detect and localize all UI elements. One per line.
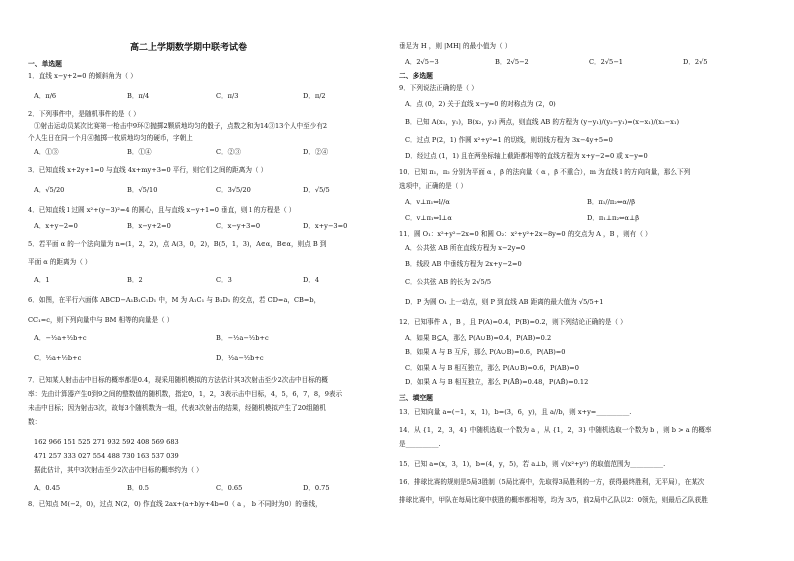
question-9: 9．下列说法正确的是（ ）: [399, 84, 478, 92]
page-title: 高二上学期数学期中联考试卷: [130, 43, 248, 53]
question-6: 6．如图，在平行六面体 ABCD−A₁B₁C₁D₁ 中，M 为 A₁C₁ 与 B₁D₁ 的交点，若 CD=a，CB=b，: [28, 296, 321, 304]
q12-option-b: B．如果 A 与 B 互斥，那么 P(A∪B)=0.6，P(AB)=0: [405, 348, 566, 356]
question-14-cont: 是__________.: [399, 440, 441, 448]
q5-option-d: D．4: [303, 276, 320, 284]
q8-option-c: C．2√5−1: [589, 58, 623, 66]
q10-option-d: D．π₁⊥π₂⇔α⊥β: [587, 214, 640, 222]
question-2: 2．下列事件中，是随机事件的是（ ）: [28, 110, 140, 118]
q4-option-a: A．x+y−2=0: [34, 222, 78, 230]
question-1: 1．直线 x−y+2=0 的倾斜角为（ ）: [28, 72, 137, 80]
q7-option-a: A．0.45: [34, 484, 61, 492]
question-4: 4．已知直线 l 过圆 x²+(y−3)²=4 的圆心，且与直线 x−y+1=0 垂直，则 l 的方程是（ ）: [28, 206, 296, 214]
question-7-line-d: 数：: [28, 418, 42, 426]
question-6-cont: CC₁=c，则下列向量中与 BM 相等的向量是（ ）: [28, 316, 174, 324]
question-8-cont: 垂足为 H ，则 |MH| 的最小值为（ ）: [399, 42, 512, 50]
q10-option-c: C．v⊥π₁⇔l⊥α: [405, 214, 452, 222]
question-2-line-a: ①射击运动员某次比赛第一枪击中9环②抛掷2颗质地均匀的骰子，点数之和为14③13个人中至少有2: [34, 122, 328, 130]
question-16-cont: 排球比赛中，甲队在每局比赛中获胜的概率都相等，均为 3/5，前2局中乙队以2：0领先，则最后乙队获胜: [399, 496, 708, 504]
q1-option-b: B．π/4: [127, 92, 150, 100]
question-5: 5．若平面 α 的一个法向量为 n=(1，2，2)，点 A(3，0，2)，B(5，1，3)，A∈α，B∈α，则点 B 到: [28, 240, 327, 248]
question-5-cont: 平面 α 的距离为（ ）: [28, 258, 92, 266]
q4-option-d: D．x+y−3=0: [303, 222, 348, 230]
q11-option-c: C．公共弦 AB 的长为 2√5/5: [405, 278, 492, 286]
random-numbers-row-2: 471 257 333 027 554 488 730 163 537 039: [34, 452, 179, 460]
random-numbers-row-1: 162 966 151 525 271 932 592 408 569 683: [34, 438, 179, 446]
q8-option-a: A．2√5−3: [405, 58, 439, 66]
q12-option-a: A．如果 B⊆A，那么 P(A∪B)=0.4，P(AB)=0.2: [405, 334, 552, 342]
q7-option-d: D．0.75: [303, 484, 330, 492]
question-14: 14．从 {1，2，3，4} 中随机选取一个数为 a ，从 {1，2，3} 中随机选取一个数为 b ，则 b > a 的概率: [399, 426, 712, 434]
question-16: 16．排球比赛的规则是5局3胜制（5局比赛中，先取得3局胜利的一方，获得最终胜利，无平局），在某次: [399, 478, 705, 486]
q9-option-a: A．点 (0，2) 关于直线 x−y=0 的对称点为 (2，0): [405, 100, 556, 108]
question-15: 15．已知 a=(x，3，1)，b=(4，y，5)，若 a⊥b，则 √(x²+y²) 的取值范围为__________.: [399, 460, 666, 468]
q9-option-c: C．过点 P(2，1) 作圆 x²+y²=1 的切线，则切线方程为 3x−4y+5=0: [405, 136, 613, 144]
q7-option-b: B．0.5: [127, 484, 149, 492]
q5-option-a: A．1: [34, 276, 50, 284]
question-11: 11．圆 O₁：x²+y²−2x=0 和圆 O₂：x²+y²+2x−8y=0 的交点为 A ，B ，则有（ ）: [399, 230, 652, 238]
q11-option-a: A．公共弦 AB 所在直线方程为 x−2y=0: [405, 244, 526, 252]
q6-option-d: D．½a−½b+c: [216, 354, 264, 362]
question-12: 12．已知事件 A ，B ，且 P(A)=0.4，P(B)=0.2，则下列结论正确的是（ ）: [399, 318, 627, 326]
q5-option-c: C．3: [216, 276, 232, 284]
question-10: 10．已知 π₁，π₂ 分别为平面 α ，β 的法向量（ α ，β 不重合），m 为直线 l 的方向向量，那么下列: [399, 168, 691, 176]
q8-option-b: B．2√5−2: [495, 58, 529, 66]
q3-option-b: B．√5/10: [127, 186, 158, 194]
q10-option-b: B．π₁//π₂⇔α//β: [587, 198, 636, 206]
q3-option-c: C．3√5/20: [216, 186, 251, 194]
question-7-line-c: 未击中目标；因为射击3次，故每3个随机数为一组，代表3次射击的结果，经随机模拟产生了20组随机: [28, 404, 326, 412]
q11-option-b: B．线段 AB 中垂线方程为 2x+y−2=0: [405, 260, 522, 268]
question-10-cont: 选项中，正确的是（ ）: [399, 182, 468, 190]
q1-option-c: C．π/3: [216, 92, 239, 100]
section-multiple-choice: 二、多选题: [399, 72, 433, 80]
question-7-line-e: 据此估计，其中3次射击至少2次击中目标的概率约为（ ）: [34, 466, 203, 474]
q1-option-d: D．π/2: [303, 92, 326, 100]
q7-option-c: C．0.65: [216, 484, 243, 492]
question-3: 3．已知直线 x+2y+1=0 与直线 4x+my+3=0 平行，则它们之间的距离为（ ）: [28, 166, 268, 174]
q10-option-a: A．v⊥π₁⇔l//α: [405, 198, 450, 206]
q4-option-c: C．x−y+3=0: [216, 222, 261, 230]
q8-option-d: D．2√5: [683, 58, 708, 66]
section-fill-in: 三、填空题: [399, 394, 433, 402]
q1-option-a: A．π/6: [34, 92, 57, 100]
question-7: 7．已知某人射击击中目标的概率都是0.4，现采用随机模拟的方法估计其3次射击至少2次击中目标的概: [28, 376, 329, 384]
section-single-choice: 一、单选题: [28, 60, 62, 68]
question-2-line-b: 个人生日在同一个月④抛掷一枚质地均匀的硬币，字朝上: [28, 134, 193, 142]
q9-option-b: B．已知 A(x₁，y₁)，B(x₂，y₂) 两点，则直线 AB 的方程为 (y−y₁)/(y₂−y₁)=(x−x₁)/(x₂−x₁): [405, 118, 680, 126]
q12-option-c: C．如果 A 与 B 相互独立，那么 P(A∪B)=0.6，P(AB)=0: [405, 364, 579, 372]
q2-option-b: B．①④: [127, 148, 152, 156]
q4-option-b: B．x−y+2=0: [127, 222, 171, 230]
question-7-line-b: 率：先由计算器产生0到9之间的整数值的随机数，指定0，1，2，3表示击中目标，4，5，6，7，8，9表示: [28, 390, 343, 398]
q2-option-d: D．②④: [303, 148, 329, 156]
q2-option-a: A．①③: [34, 148, 59, 156]
q3-option-a: A．√5/20: [34, 186, 65, 194]
question-8: 8．已知点 M(−2，0)，过点 N(2，0) 作直线 2ax+(a+b)y+4b=0（ a ， b 不同时为0）的垂线，: [28, 500, 322, 508]
q3-option-d: D．√5/5: [303, 186, 330, 194]
q6-option-a: A．−½a+½b+c: [34, 334, 87, 342]
q9-option-d: D．经过点 (1，1) 且在两坐标轴上截距都相等的直线方程为 x+y−2=0 或 x−y=0: [405, 152, 648, 160]
q12-option-d: D．如果 A 与 B 相互独立，那么 P(ĀB̄)=0.48，P(AB̄)=0.12: [405, 378, 589, 386]
q6-option-c: C．½a+½b+c: [34, 354, 82, 362]
q6-option-b: B．−½a−½b+c: [216, 334, 269, 342]
question-13: 13．已知向量 a=(−1，x，1)，b=(3，6，y)，且 a//b，则 x+y=__________.: [399, 408, 632, 416]
q11-option-d: D．P 为圆 O₁ 上一动点，则 P 到直线 AB 距离的最大值为 √5/5+1: [405, 298, 604, 306]
q5-option-b: B．2: [127, 276, 143, 284]
q2-option-c: C．②③: [216, 148, 241, 156]
